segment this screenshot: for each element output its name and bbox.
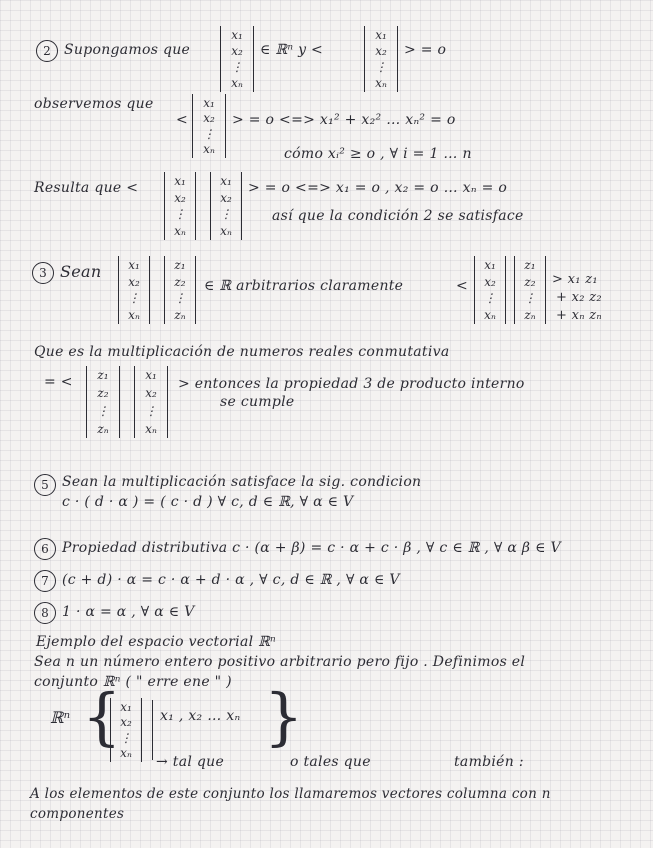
vector-x-7: x₁ x₂ ⋮ xₙ — [474, 256, 506, 324]
item-number-2: 2 — [36, 40, 58, 62]
set-brace-open: { — [82, 680, 122, 753]
como-condition: cómo xᵢ² ≥ o , ∀ i = 1 … n — [284, 146, 472, 162]
sum-term-1: > x₁ z₁ — [552, 272, 598, 287]
vector-x-2: x₁ x₂ ⋮ xₙ — [364, 26, 398, 92]
condition-2-satisfied: así que la condición 2 se satisface — [272, 208, 524, 224]
set-label: ℝⁿ — [50, 708, 71, 727]
item-number-5: 5 — [34, 474, 56, 496]
section3-arbitrary: ∈ ℝ arbitrarios claramente — [204, 278, 404, 294]
vector-x-6: x₁ x₂ ⋮ xₙ — [118, 256, 150, 324]
observe-equation: > = o <=> x₁² + x₂² … xₙ² = o — [232, 112, 456, 128]
example-title: Ejemplo del espacio vectorial ℝⁿ — [36, 634, 277, 650]
sum-term-3: + xₙ zₙ — [556, 308, 602, 323]
example-paragraph-2: conjunto ℝⁿ ( " erre ene " ) — [34, 674, 232, 690]
also-text: también : — [454, 754, 524, 770]
section2-intro: Supongamos que — [64, 42, 191, 58]
set-separator — [152, 700, 153, 760]
vector-z-3: z₁ z₂ ⋮ zₙ — [86, 366, 120, 438]
example-paragraph-1: Sea n un número entero positivo arbitrario pero fijo . Definimos el — [34, 654, 526, 670]
section2-intro-b: ∈ ℝⁿ y < — [260, 42, 324, 58]
resulta-text: Resulta que < — [34, 180, 139, 196]
section3-lt: < — [456, 278, 469, 294]
item-number-8: 8 — [34, 602, 56, 624]
property-3-holds: se cumple — [220, 394, 295, 410]
set-brace-close: } — [264, 680, 304, 753]
vector-x-4: x₁ x₂ ⋮ xₙ — [164, 172, 196, 240]
closing-line-2: componentes — [30, 806, 125, 822]
item-number-7: 7 — [34, 570, 56, 592]
vector-x-3: x₁ x₂ ⋮ xₙ — [192, 94, 226, 158]
commutative-text: Que es la multiplicación de numeros reales conmutativa — [34, 344, 450, 360]
section7-line: (c + d) · α = c · α + d · α , ∀ c, d ∈ ℝ , ∀ α ∈ V — [62, 572, 400, 588]
section5-line2: c · ( d · α ) = ( c · d ) ∀ c, d ∈ ℝ, ∀ α ∈ V — [62, 494, 354, 510]
such-that-arrow: → tal que — [156, 754, 225, 770]
set-elements: x₁ , x₂ … xₙ — [160, 708, 241, 724]
or-such-that: o tales que — [290, 754, 371, 770]
closing-line-1: A los elementos de este conjunto los llamaremos vectores columna con n — [30, 786, 551, 802]
observe-lt: < — [176, 112, 189, 128]
vector-x-1: x₁ x₂ ⋮ xₙ — [220, 26, 254, 92]
section3-sean: Sean — [60, 262, 102, 281]
vector-x-9: x₁ x₂ ⋮ xₙ — [110, 698, 142, 762]
item-number-3: 3 — [32, 262, 54, 284]
commutative-eq-lt: = < — [44, 374, 73, 390]
observe-text: observemos que — [34, 96, 154, 112]
vector-z-2: z₁ z₂ ⋮ zₙ — [514, 256, 546, 324]
section2-intro-c: > = o — [404, 42, 447, 58]
property-3-text: > entonces la propiedad 3 de producto interno — [178, 376, 525, 392]
vector-x-8: x₁ x₂ ⋮ xₙ — [134, 366, 168, 438]
resulta-equation: > = o <=> x₁ = o , x₂ = o … xₙ = o — [248, 180, 508, 196]
vector-z-1: z₁ z₂ ⋮ zₙ — [164, 256, 196, 324]
section5-line1: Sean la multiplicación satisface la sig. condicion — [62, 474, 422, 490]
section6-line: Propiedad distributiva c · (α + β) = c · α + c · β , ∀ c ∈ ℝ , ∀ α β ∈ V — [62, 540, 561, 556]
vector-x-5: x₁ x₂ ⋮ xₙ — [210, 172, 242, 240]
sum-term-2: + x₂ z₂ — [556, 290, 602, 305]
item-number-6: 6 — [34, 538, 56, 560]
section8-line: 1 · α = α , ∀ α ∈ V — [62, 604, 195, 620]
